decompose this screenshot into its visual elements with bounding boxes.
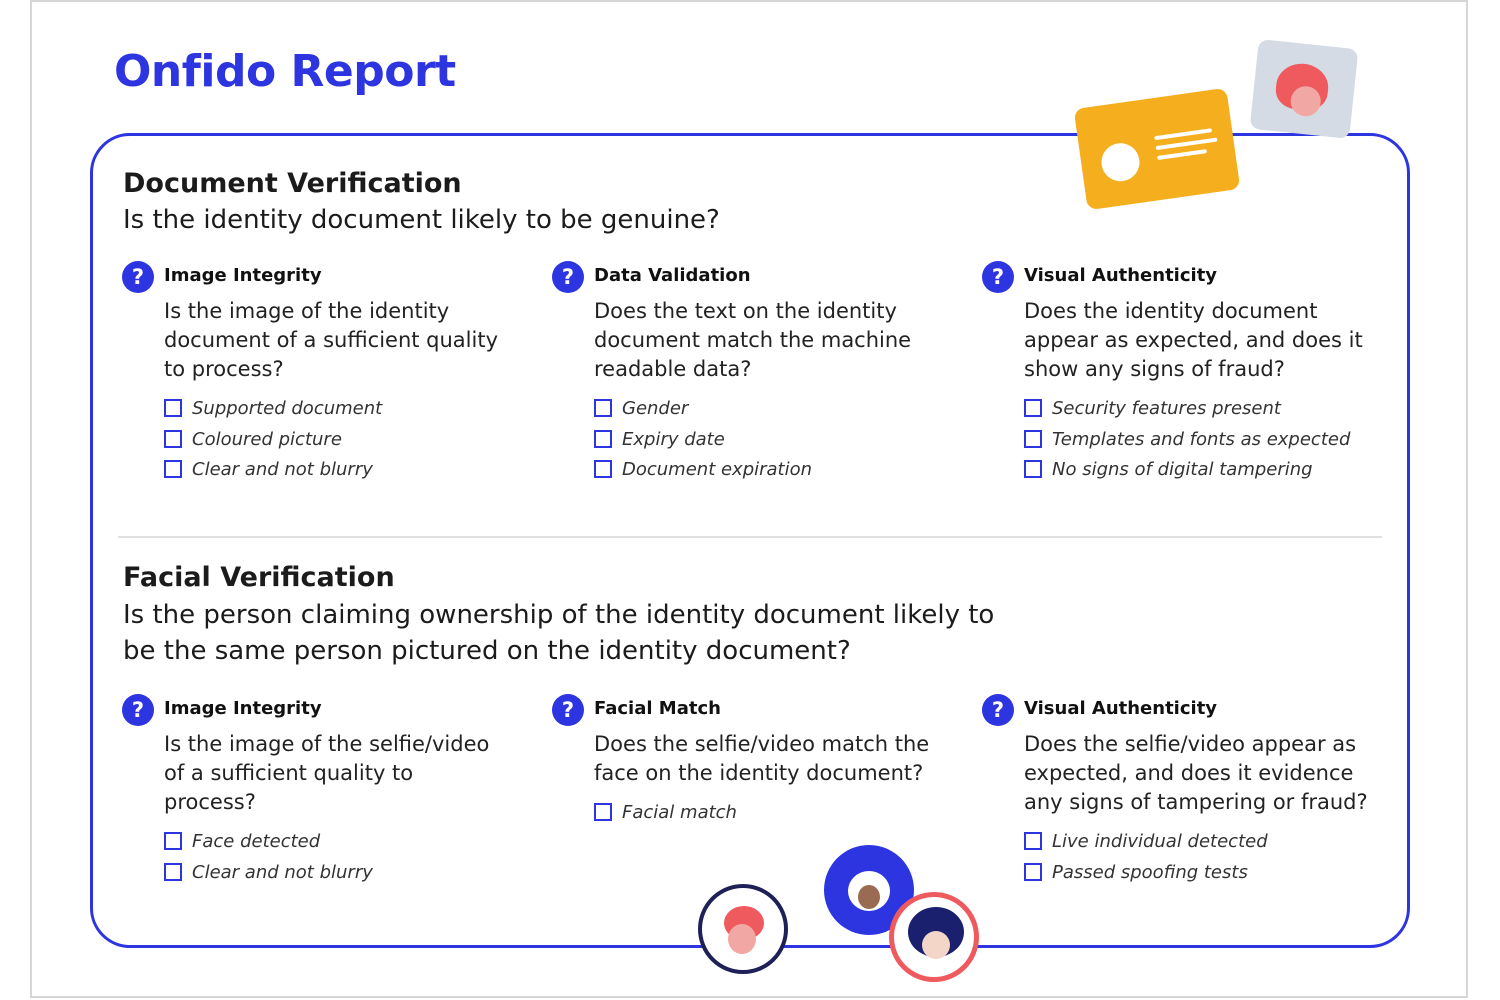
checkbox-icon[interactable] [164, 832, 182, 850]
check-item[interactable]: Face detected [164, 831, 512, 862]
checkbox-icon[interactable] [594, 803, 612, 821]
section-title-facial: Facial Verification [123, 562, 395, 593]
column-description: Does the selfie/video appear as expected, and does it evidence any signs of tampering or fraud? [1024, 732, 1368, 814]
question-mark-icon[interactable]: ? [122, 261, 154, 293]
avatar-icon [889, 892, 979, 982]
question-mark-icon[interactable]: ? [552, 694, 584, 726]
checkbox-icon[interactable] [1024, 430, 1042, 448]
column-title: Data Validation [594, 265, 751, 286]
check-item[interactable]: Passed spoofing tests [1024, 862, 1372, 893]
question-mark-icon[interactable]: ? [122, 694, 154, 726]
doc-column-image-integrity [122, 261, 512, 490]
checkbox-icon[interactable] [1024, 399, 1042, 417]
check-item[interactable]: Coloured picture [164, 429, 512, 460]
checkbox-icon[interactable] [1024, 460, 1042, 478]
checkbox-icon[interactable] [594, 460, 612, 478]
doc-column-data-validation [552, 261, 942, 490]
check-item[interactable]: Supported document [164, 398, 512, 429]
face-column-facial-match [552, 694, 942, 833]
check-item[interactable]: Expiry date [594, 429, 942, 460]
check-item[interactable]: Security features present [1024, 398, 1372, 429]
checkbox-icon[interactable] [164, 430, 182, 448]
avatar-icon [698, 884, 788, 974]
check-item[interactable]: Document expiration [594, 459, 942, 490]
column-description: Does the text on the identity document match the machine readable data? [594, 299, 912, 381]
column-title: Image Integrity [164, 265, 322, 286]
column-title: Image Integrity [164, 698, 322, 719]
column-description: Is the image of the selfie/video of a sufficient quality to process? [164, 732, 490, 814]
column-description: Does the identity document appear as expected, and does it show any signs of fraud? [1024, 299, 1363, 381]
check-item[interactable]: Clear and not blurry [164, 862, 512, 893]
checkbox-icon[interactable] [164, 460, 182, 478]
question-mark-icon[interactable]: ? [552, 261, 584, 293]
doc-column-visual-authenticity [982, 261, 1372, 490]
check-item[interactable]: Facial match [594, 802, 942, 833]
id-card-icon [1074, 88, 1241, 210]
section-divider [118, 536, 1382, 538]
section-question-document: Is the identity document likely to be genuine? [123, 205, 720, 235]
check-item[interactable]: Gender [594, 398, 942, 429]
checkbox-icon[interactable] [594, 399, 612, 417]
check-item[interactable]: Clear and not blurry [164, 459, 512, 490]
column-description: Is the image of the identity document of a sufficient quality to process? [164, 299, 499, 381]
section-question-facial: Is the person claiming ownership of the identity document likely to be the same person pictured on the identity document? [123, 600, 995, 666]
checkbox-icon[interactable] [1024, 832, 1042, 850]
check-item[interactable]: No signs of digital tampering [1024, 459, 1372, 490]
check-item[interactable]: Templates and fonts as expected [1024, 429, 1372, 460]
face-column-image-integrity [122, 694, 512, 892]
check-item[interactable]: Live individual detected [1024, 831, 1372, 862]
checkbox-icon[interactable] [1024, 863, 1042, 881]
question-mark-icon[interactable]: ? [982, 261, 1014, 293]
checkbox-icon[interactable] [164, 863, 182, 881]
checkbox-icon[interactable] [164, 399, 182, 417]
column-title: Facial Match [594, 698, 721, 719]
section-title-document: Document Verification [123, 168, 462, 199]
checkbox-icon[interactable] [594, 430, 612, 448]
page-title: Onfido Report [114, 46, 456, 97]
face-column-visual-authenticity [982, 694, 1372, 892]
column-title: Visual Authenticity [1024, 265, 1218, 286]
question-mark-icon[interactable]: ? [982, 694, 1014, 726]
column-title: Visual Authenticity [1024, 698, 1218, 719]
column-description: Does the selfie/video match the face on the identity document? [594, 732, 930, 785]
photo-icon [1250, 39, 1359, 139]
